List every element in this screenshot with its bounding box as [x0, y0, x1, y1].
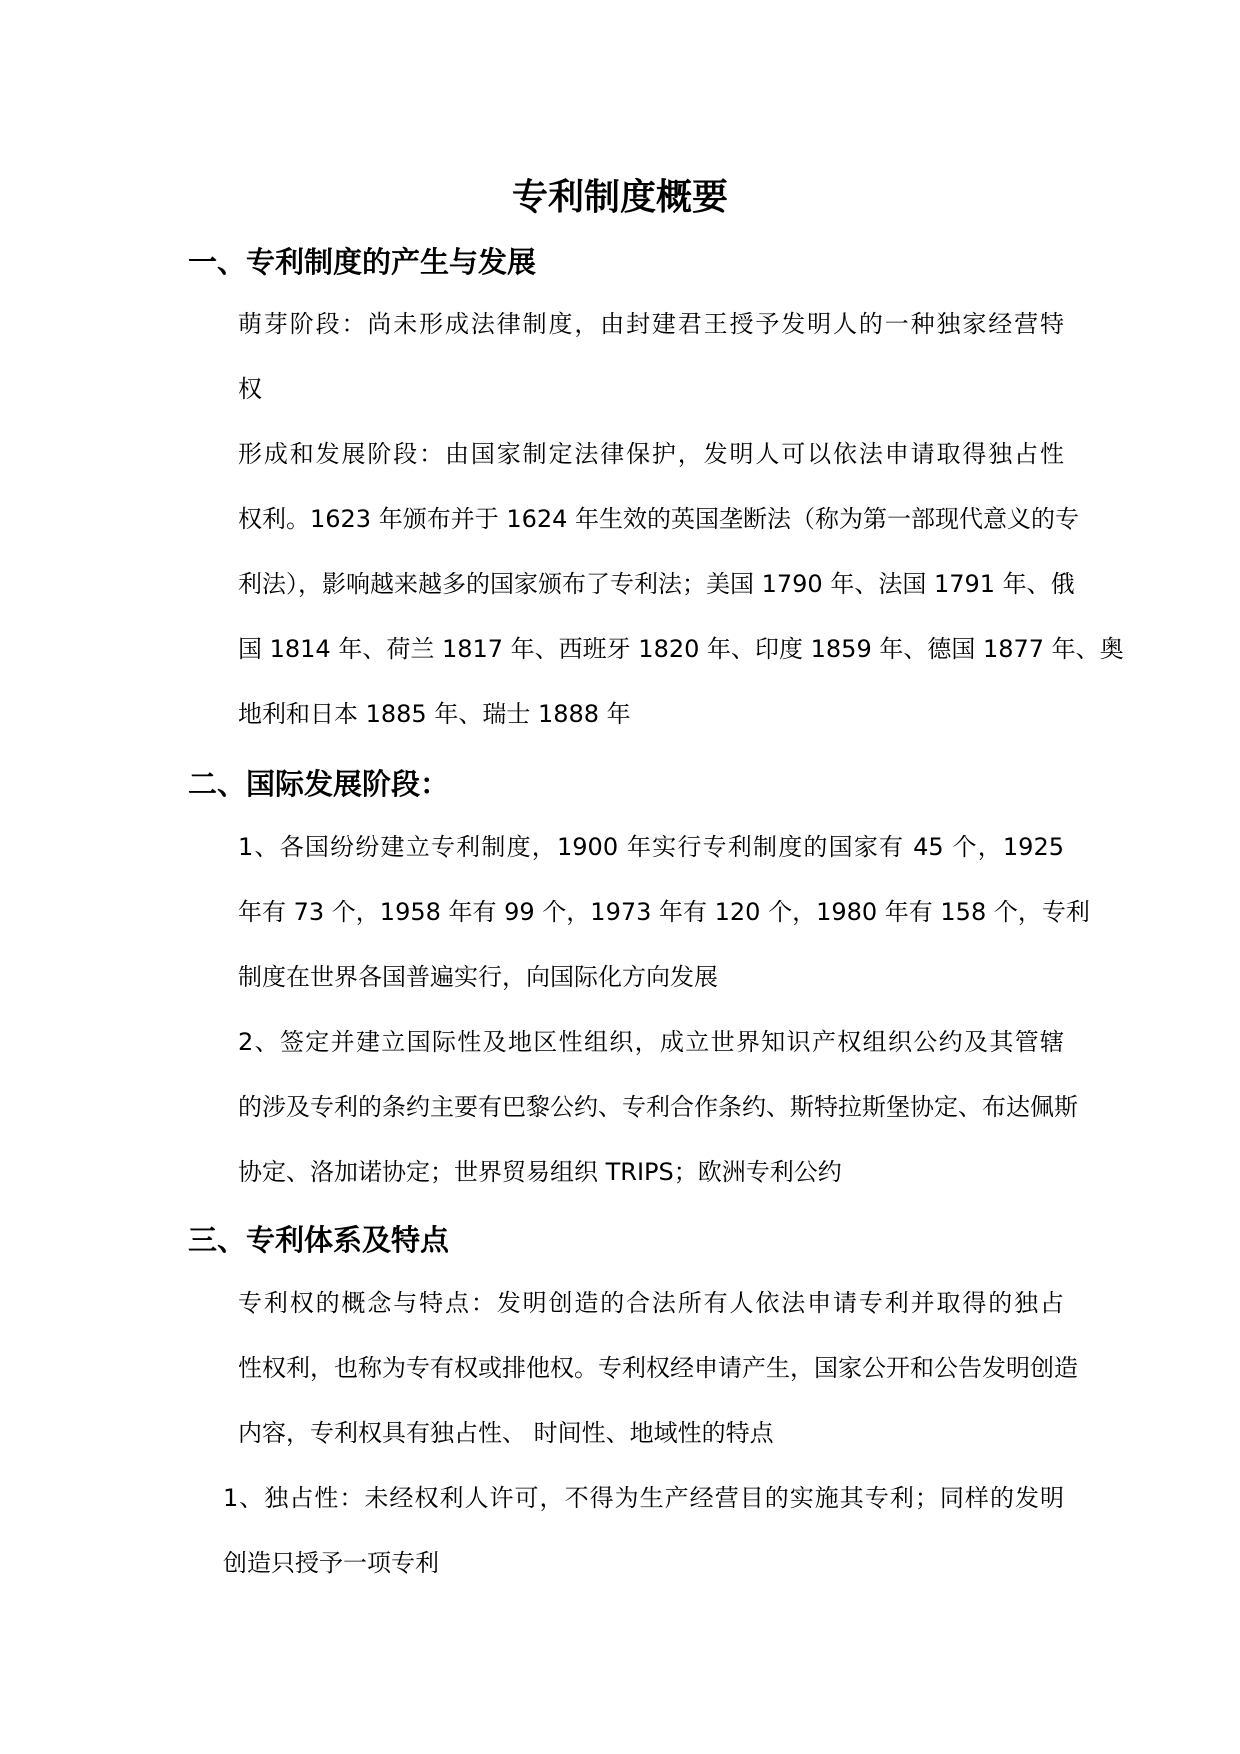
- text-line: 的涉及专利的条约主要有巴黎公约、专利合作条约、斯特拉斯堡协定、布达佩斯: [238, 1093, 1078, 1121]
- section-1-paragraph-1: [188, 292, 1064, 422]
- text-line: 1、独占性：未经权利人许可，不得为生产经营目的实施其专利；同样的发明: [223, 1484, 1064, 1512]
- section-heading-2: 二、国际发展阶段：: [188, 767, 450, 801]
- text-line: 协定、洛加诺协定；世界贸易组织 TRIPS；欧洲专利公约: [238, 1158, 842, 1186]
- text-line: 权: [238, 375, 262, 403]
- text-line: 利法），影响越来越多的国家颁布了专利法；美国 1790 年、法国 1791 年、俄: [238, 570, 1075, 598]
- section-3-paragraph-2: [188, 1466, 1064, 1596]
- text-line: 制度在世界各国普遍实行，向国际化方向发展: [238, 963, 718, 991]
- section-1-paragraph-2: [188, 422, 1124, 747]
- text-line: 萌芽阶段：尚未形成法律制度，由封建君王授予发明人的一种独家经营特: [238, 310, 1064, 338]
- section-heading-3: 三、专利体系及特点: [188, 1223, 450, 1257]
- text-line: 形成和发展阶段：由国家制定法律保护，发明人可以依法申请取得独占性: [238, 440, 1064, 468]
- text-line: 国 1814 年、荷兰 1817 年、西班牙 1820 年、印度 1859 年、德国 1877 年、奥: [238, 635, 1124, 663]
- document-title: 专利制度概要: [511, 177, 728, 218]
- text-line: 性权利，也称为专有权或排他权。专利权经申请产生，国家公开和公告发明创造: [238, 1354, 1078, 1382]
- section-3-paragraph-1: [188, 1271, 1078, 1466]
- text-line: 权利。1623 年颁布并于 1624 年生效的英国垄断法（称为第一部现代意义的专: [238, 505, 1080, 533]
- text-line: 地利和日本 1885 年、瑞士 1888 年: [238, 700, 631, 728]
- section-2-paragraph-1: [188, 815, 1090, 1010]
- section-heading-1: 一、专利制度的产生与发展: [188, 245, 537, 279]
- text-line: 年有 73 个，1958 年有 99 个，1973 年有 120 个，1980 年有 158 个，专利: [238, 898, 1090, 926]
- text-line: 专利权的概念与特点：发明创造的合法所有人依法申请专利并取得的独占: [238, 1289, 1064, 1317]
- text-line: 2、签定并建立国际性及地区性组织，成立世界知识产权组织公约及其管辖: [238, 1028, 1064, 1056]
- text-line: 1、各国纷纷建立专利制度，1900 年实行专利制度的国家有 45 个，1925: [238, 833, 1064, 861]
- text-line: 创造只授予一项专利: [223, 1549, 439, 1577]
- section-2-paragraph-2: [188, 1010, 1078, 1205]
- text-line: 内容，专利权具有独占性、 时间性、地域性的特点: [238, 1419, 774, 1447]
